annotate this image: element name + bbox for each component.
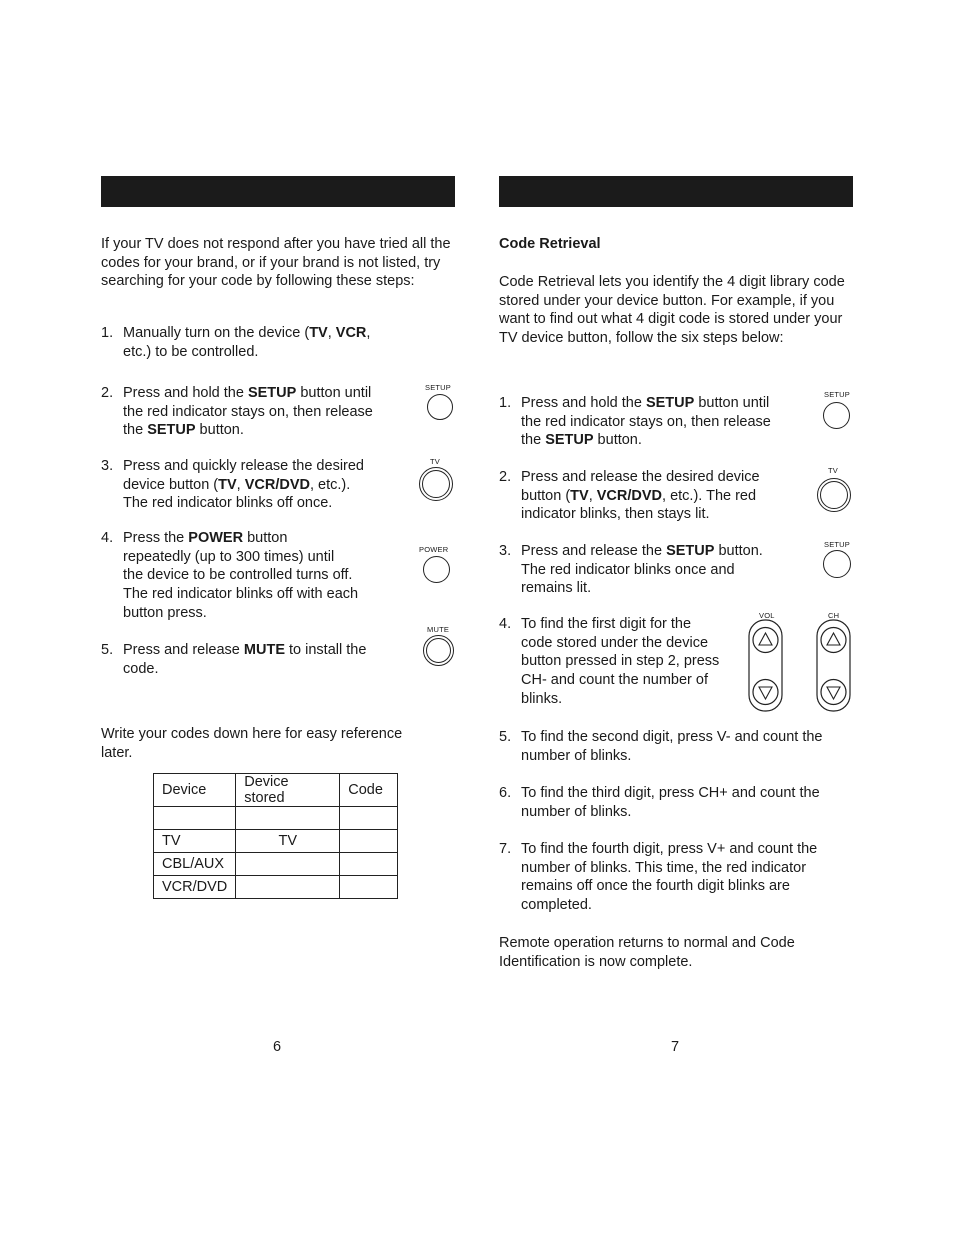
right-step-3: 3. Press and release the SETUP button. The red indicator blinks once and remains lit.	[499, 543, 763, 597]
setup-button-icon: SETUP	[823, 540, 863, 580]
setup-button-icon: SETUP	[425, 383, 465, 423]
setup-button-icon: SETUP	[823, 390, 863, 430]
left-header-bar	[101, 176, 455, 207]
right-header-bar	[499, 176, 853, 207]
tv-button-icon: TV	[419, 457, 459, 505]
right-outro: Remote operation returns to normal and Code Identification is now complete.	[499, 935, 795, 970]
right-step-1: 1. Press and hold the SETUP button until the red indicator stays on, then release the SETUP button.	[499, 395, 771, 449]
right-step-6: 6. To find the third digit, press CH+ and count the number of blinks.	[499, 785, 820, 820]
codes-table	[153, 773, 398, 899]
mute-button-icon: MUTE	[425, 625, 465, 669]
channel-rocker-shape	[816, 619, 852, 713]
table-row: CBL/AUX	[154, 853, 398, 876]
right-step-5: 5. To find the second digit, press V- and count the number of blinks.	[499, 729, 823, 764]
tv-button-icon: TV	[817, 466, 857, 514]
code-retrieval-heading: Code Retrieval	[499, 236, 601, 252]
table-header-row	[154, 774, 398, 807]
volume-rocker-shape	[748, 619, 784, 713]
right-intro: Code Retrieval lets you identify the 4 digit library code stored under your device button. For example, if you want to find out what 4 digit code is stored under your TV device button, follow the six steps below:	[499, 274, 845, 347]
table-row: VCR/DVD	[154, 876, 398, 899]
table-header-cell: Device	[154, 774, 236, 807]
left-step-1: 1. Manually turn on the device (TV, VCR, etc.) to be controlled.	[101, 325, 371, 360]
left-step-4: 4. Press the POWER button repeatedly (up to 300 times) until the device to be controlled turns off. The red indicator blinks off with each button press.	[101, 530, 359, 621]
left-note: Write your codes down here for easy reference later.	[101, 726, 403, 761]
left-step-3: 3. Press and quickly release the desired device button (TV, VCR/DVD, etc.). The red indicator blinks off once.	[101, 458, 364, 512]
right-step-7: 7. To find the fourth digit, press V+ and count the number of blinks. This time, the red indicator remains off once the fourth digit blinks are completed.	[499, 841, 818, 914]
left-step-5: 5. Press and release MUTE to install the code.	[101, 642, 367, 677]
table-row: TV TV	[154, 830, 398, 853]
table-row	[154, 807, 398, 830]
page-number-right: 7	[671, 1039, 680, 1055]
table-header-cell: Device stored	[236, 774, 340, 807]
right-step-4: 4. To find the first digit for the code stored under the device button pressed in step 2, press CH- and count the number of blinks.	[499, 616, 720, 707]
volume-rocker-icon: VOL	[748, 611, 784, 713]
power-button-icon: POWER	[419, 545, 459, 585]
table-header-cell: Code	[340, 774, 398, 807]
page-number-left: 6	[273, 1039, 282, 1055]
left-intro: If your TV does not respond after you have tried all the codes for your brand, or if your brand is not listed, try searching for your code by following these steps:	[101, 236, 451, 290]
channel-rocker-icon: CH	[816, 611, 852, 713]
left-step-2: 2. Press and hold the SETUP button until the red indicator stays on, then release the SETUP button.	[101, 385, 373, 439]
right-step-2: 2. Press and release the desired device button (TV, VCR/DVD, etc.). The red indicator blinks, then stays lit.	[499, 469, 760, 523]
